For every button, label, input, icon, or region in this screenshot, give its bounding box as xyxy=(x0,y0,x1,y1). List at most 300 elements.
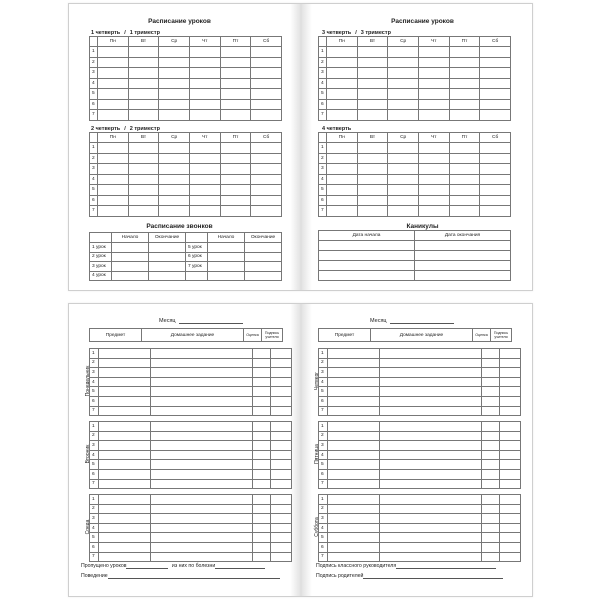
lesson-cell[interactable] xyxy=(128,89,159,100)
teacher-signature-cell[interactable] xyxy=(500,387,521,397)
lesson-cell[interactable] xyxy=(388,164,419,175)
lesson-cell[interactable] xyxy=(189,174,220,185)
teacher-signature-cell[interactable] xyxy=(271,431,292,441)
teacher-signature-cell[interactable] xyxy=(271,479,292,489)
grade-cell[interactable] xyxy=(253,406,271,416)
grade-cell[interactable] xyxy=(482,514,500,524)
subject-cell[interactable] xyxy=(328,533,380,543)
subject-cell[interactable] xyxy=(328,514,380,524)
lesson-cell[interactable] xyxy=(128,153,159,164)
teacher-signature-cell[interactable] xyxy=(500,441,521,451)
lesson-cell[interactable] xyxy=(449,206,480,217)
teacher-signature-cell[interactable] xyxy=(500,514,521,524)
grade-cell[interactable] xyxy=(482,533,500,543)
teacher-signature-cell[interactable] xyxy=(271,358,292,368)
lesson-cell[interactable] xyxy=(128,68,159,79)
grade-cell[interactable] xyxy=(253,441,271,451)
lesson-cell[interactable] xyxy=(357,195,388,206)
lesson-cell[interactable] xyxy=(98,78,129,89)
lesson-cell[interactable] xyxy=(357,99,388,110)
grade-cell[interactable] xyxy=(482,377,500,387)
lesson-cell[interactable] xyxy=(449,153,480,164)
lesson-cell[interactable] xyxy=(357,57,388,68)
homework-cell[interactable] xyxy=(380,358,482,368)
grade-cell[interactable] xyxy=(482,450,500,460)
homework-cell[interactable] xyxy=(151,542,253,552)
subject-cell[interactable] xyxy=(328,422,380,432)
subject-cell[interactable] xyxy=(328,358,380,368)
teacher-signature-cell[interactable] xyxy=(500,552,521,562)
lesson-cell[interactable] xyxy=(327,68,358,79)
lesson-cell[interactable] xyxy=(357,68,388,79)
lesson-cell[interactable] xyxy=(128,99,159,110)
lesson-cell[interactable] xyxy=(220,164,251,175)
lesson-cell[interactable] xyxy=(251,143,282,154)
homework-cell[interactable] xyxy=(151,387,253,397)
teacher-signature-cell[interactable] xyxy=(500,469,521,479)
teacher-signature-cell[interactable] xyxy=(500,460,521,470)
lesson-cell[interactable] xyxy=(128,206,159,217)
homework-cell[interactable] xyxy=(151,495,253,505)
lesson-cell[interactable] xyxy=(388,174,419,185)
homework-cell[interactable] xyxy=(151,450,253,460)
lesson-cell[interactable] xyxy=(357,110,388,121)
subject-cell[interactable] xyxy=(328,523,380,533)
teacher-signature-cell[interactable] xyxy=(500,377,521,387)
lesson-cell[interactable] xyxy=(449,174,480,185)
lesson-cell[interactable] xyxy=(418,99,449,110)
lesson-cell[interactable] xyxy=(98,206,129,217)
grade-cell[interactable] xyxy=(482,542,500,552)
lesson-cell[interactable] xyxy=(220,68,251,79)
lesson-cell[interactable] xyxy=(189,110,220,121)
lesson-cell[interactable] xyxy=(251,185,282,196)
lesson-cell[interactable] xyxy=(98,195,129,206)
lesson-cell[interactable] xyxy=(388,78,419,89)
subject-cell[interactable] xyxy=(99,377,151,387)
homework-cell[interactable] xyxy=(151,504,253,514)
lesson-cell[interactable] xyxy=(480,78,511,89)
subject-cell[interactable] xyxy=(99,469,151,479)
lesson-cell[interactable] xyxy=(418,164,449,175)
subject-cell[interactable] xyxy=(99,514,151,524)
lesson-cell[interactable] xyxy=(357,89,388,100)
subject-cell[interactable] xyxy=(99,542,151,552)
grade-cell[interactable] xyxy=(482,479,500,489)
grade-cell[interactable] xyxy=(253,422,271,432)
grade-cell[interactable] xyxy=(253,514,271,524)
end-time-cell[interactable] xyxy=(149,262,186,272)
subject-cell[interactable] xyxy=(99,387,151,397)
lesson-cell[interactable] xyxy=(480,68,511,79)
teacher-signature-cell[interactable] xyxy=(500,422,521,432)
start-date-cell[interactable] xyxy=(319,271,415,281)
homework-cell[interactable] xyxy=(380,377,482,387)
grade-cell[interactable] xyxy=(253,495,271,505)
grade-cell[interactable] xyxy=(482,406,500,416)
lesson-cell[interactable] xyxy=(327,57,358,68)
homework-cell[interactable] xyxy=(380,514,482,524)
subject-cell[interactable] xyxy=(328,406,380,416)
subject-cell[interactable] xyxy=(328,377,380,387)
lesson-cell[interactable] xyxy=(449,47,480,58)
homework-cell[interactable] xyxy=(151,358,253,368)
teacher-signature-cell[interactable] xyxy=(500,406,521,416)
lesson-cell[interactable] xyxy=(98,57,129,68)
lesson-cell[interactable] xyxy=(357,47,388,58)
homework-cell[interactable] xyxy=(380,479,482,489)
lesson-cell[interactable] xyxy=(327,206,358,217)
lesson-cell[interactable] xyxy=(220,206,251,217)
subject-cell[interactable] xyxy=(99,533,151,543)
lesson-cell[interactable] xyxy=(480,99,511,110)
lesson-cell[interactable] xyxy=(449,195,480,206)
lesson-cell[interactable] xyxy=(357,185,388,196)
homework-cell[interactable] xyxy=(380,504,482,514)
lesson-cell[interactable] xyxy=(388,47,419,58)
lesson-cell[interactable] xyxy=(159,47,190,58)
subject-cell[interactable] xyxy=(99,552,151,562)
subject-cell[interactable] xyxy=(99,349,151,359)
lesson-cell[interactable] xyxy=(128,164,159,175)
lesson-cell[interactable] xyxy=(189,78,220,89)
lesson-cell[interactable] xyxy=(159,99,190,110)
homework-cell[interactable] xyxy=(380,533,482,543)
lesson-cell[interactable] xyxy=(159,174,190,185)
lesson-cell[interactable] xyxy=(251,174,282,185)
subject-cell[interactable] xyxy=(328,495,380,505)
lesson-cell[interactable] xyxy=(98,153,129,164)
homework-cell[interactable] xyxy=(380,552,482,562)
subject-cell[interactable] xyxy=(99,479,151,489)
lesson-cell[interactable] xyxy=(388,57,419,68)
end-time-cell[interactable] xyxy=(149,271,186,281)
lesson-cell[interactable] xyxy=(189,206,220,217)
lesson-cell[interactable] xyxy=(159,164,190,175)
lesson-cell[interactable] xyxy=(220,174,251,185)
teacher-signature-cell[interactable] xyxy=(500,479,521,489)
end-date-cell[interactable] xyxy=(415,271,511,281)
lesson-cell[interactable] xyxy=(449,99,480,110)
lesson-cell[interactable] xyxy=(220,153,251,164)
grade-cell[interactable] xyxy=(482,422,500,432)
teacher-signature-cell[interactable] xyxy=(271,406,292,416)
grade-cell[interactable] xyxy=(482,387,500,397)
subject-cell[interactable] xyxy=(328,460,380,470)
lesson-cell[interactable] xyxy=(327,143,358,154)
lesson-cell[interactable] xyxy=(128,185,159,196)
grade-cell[interactable] xyxy=(482,431,500,441)
lesson-cell[interactable] xyxy=(220,195,251,206)
lesson-cell[interactable] xyxy=(251,206,282,217)
teacher-signature-cell[interactable] xyxy=(500,431,521,441)
subject-cell[interactable] xyxy=(99,368,151,378)
grade-cell[interactable] xyxy=(253,552,271,562)
lesson-cell[interactable] xyxy=(480,206,511,217)
grade-cell[interactable] xyxy=(253,349,271,359)
lesson-cell[interactable] xyxy=(357,78,388,89)
lesson-cell[interactable] xyxy=(220,99,251,110)
teacher-signature-cell[interactable] xyxy=(271,377,292,387)
lesson-cell[interactable] xyxy=(480,185,511,196)
lesson-cell[interactable] xyxy=(220,185,251,196)
subject-cell[interactable] xyxy=(328,396,380,406)
grade-cell[interactable] xyxy=(253,431,271,441)
homework-cell[interactable] xyxy=(380,542,482,552)
homework-cell[interactable] xyxy=(151,523,253,533)
lesson-cell[interactable] xyxy=(189,57,220,68)
homework-cell[interactable] xyxy=(151,431,253,441)
teacher-signature-cell[interactable] xyxy=(500,504,521,514)
teacher-signature-cell[interactable] xyxy=(500,358,521,368)
subject-cell[interactable] xyxy=(99,431,151,441)
subject-cell[interactable] xyxy=(328,368,380,378)
lesson-cell[interactable] xyxy=(251,47,282,58)
subject-cell[interactable] xyxy=(99,358,151,368)
lesson-cell[interactable] xyxy=(128,57,159,68)
lesson-cell[interactable] xyxy=(220,89,251,100)
teacher-signature-cell[interactable] xyxy=(271,504,292,514)
subject-cell[interactable] xyxy=(328,441,380,451)
lesson-cell[interactable] xyxy=(159,89,190,100)
grade-cell[interactable] xyxy=(482,460,500,470)
lesson-cell[interactable] xyxy=(357,153,388,164)
lesson-cell[interactable] xyxy=(388,110,419,121)
lesson-cell[interactable] xyxy=(418,89,449,100)
lesson-cell[interactable] xyxy=(189,68,220,79)
grade-cell[interactable] xyxy=(482,495,500,505)
teacher-signature-cell[interactable] xyxy=(271,441,292,451)
grade-cell[interactable] xyxy=(253,469,271,479)
homework-cell[interactable] xyxy=(151,368,253,378)
end-time-cell[interactable] xyxy=(149,252,186,262)
lesson-cell[interactable] xyxy=(480,195,511,206)
subject-cell[interactable] xyxy=(328,431,380,441)
grade-cell[interactable] xyxy=(482,349,500,359)
lesson-cell[interactable] xyxy=(327,47,358,58)
start-time-cell[interactable] xyxy=(112,243,149,253)
lesson-cell[interactable] xyxy=(418,57,449,68)
lesson-cell[interactable] xyxy=(159,195,190,206)
lesson-cell[interactable] xyxy=(251,195,282,206)
lesson-cell[interactable] xyxy=(480,174,511,185)
subject-cell[interactable] xyxy=(328,552,380,562)
lesson-cell[interactable] xyxy=(327,153,358,164)
lesson-cell[interactable] xyxy=(159,143,190,154)
lesson-cell[interactable] xyxy=(418,110,449,121)
grade-cell[interactable] xyxy=(482,552,500,562)
homework-cell[interactable] xyxy=(380,406,482,416)
lesson-cell[interactable] xyxy=(327,185,358,196)
lesson-cell[interactable] xyxy=(418,47,449,58)
lesson-cell[interactable] xyxy=(480,47,511,58)
start-time-cell[interactable] xyxy=(208,262,245,272)
subject-cell[interactable] xyxy=(328,479,380,489)
lesson-cell[interactable] xyxy=(449,89,480,100)
lesson-cell[interactable] xyxy=(251,78,282,89)
lesson-cell[interactable] xyxy=(128,195,159,206)
grade-cell[interactable] xyxy=(253,377,271,387)
end-date-cell[interactable] xyxy=(415,241,511,251)
lesson-cell[interactable] xyxy=(98,164,129,175)
teacher-signature-cell[interactable] xyxy=(271,533,292,543)
lesson-cell[interactable] xyxy=(357,206,388,217)
teacher-signature-cell[interactable] xyxy=(271,396,292,406)
lesson-cell[interactable] xyxy=(251,110,282,121)
homework-cell[interactable] xyxy=(380,450,482,460)
lesson-cell[interactable] xyxy=(251,153,282,164)
lesson-cell[interactable] xyxy=(251,68,282,79)
lesson-cell[interactable] xyxy=(128,110,159,121)
grade-cell[interactable] xyxy=(253,450,271,460)
homework-cell[interactable] xyxy=(380,460,482,470)
homework-cell[interactable] xyxy=(380,349,482,359)
lesson-cell[interactable] xyxy=(388,185,419,196)
lesson-cell[interactable] xyxy=(220,47,251,58)
lesson-cell[interactable] xyxy=(159,78,190,89)
teacher-signature-cell[interactable] xyxy=(271,368,292,378)
subject-cell[interactable] xyxy=(99,504,151,514)
lesson-cell[interactable] xyxy=(159,206,190,217)
homework-cell[interactable] xyxy=(380,469,482,479)
teacher-signature-cell[interactable] xyxy=(500,368,521,378)
lesson-cell[interactable] xyxy=(418,174,449,185)
lesson-cell[interactable] xyxy=(480,164,511,175)
lesson-cell[interactable] xyxy=(388,99,419,110)
teacher-signature-cell[interactable] xyxy=(500,450,521,460)
end-time-cell[interactable] xyxy=(245,271,282,281)
homework-cell[interactable] xyxy=(151,422,253,432)
grade-cell[interactable] xyxy=(253,523,271,533)
lesson-cell[interactable] xyxy=(449,185,480,196)
start-time-cell[interactable] xyxy=(112,271,149,281)
end-time-cell[interactable] xyxy=(149,243,186,253)
lesson-cell[interactable] xyxy=(189,164,220,175)
lesson-cell[interactable] xyxy=(327,110,358,121)
lesson-cell[interactable] xyxy=(480,89,511,100)
start-time-cell[interactable] xyxy=(112,252,149,262)
teacher-signature-cell[interactable] xyxy=(500,349,521,359)
lesson-cell[interactable] xyxy=(251,89,282,100)
end-date-cell[interactable] xyxy=(415,251,511,261)
lesson-cell[interactable] xyxy=(98,89,129,100)
homework-cell[interactable] xyxy=(380,368,482,378)
homework-cell[interactable] xyxy=(151,552,253,562)
grade-cell[interactable] xyxy=(253,542,271,552)
lesson-cell[interactable] xyxy=(327,174,358,185)
teacher-signature-cell[interactable] xyxy=(500,542,521,552)
lesson-cell[interactable] xyxy=(449,164,480,175)
homework-cell[interactable] xyxy=(380,396,482,406)
subject-cell[interactable] xyxy=(99,422,151,432)
lesson-cell[interactable] xyxy=(251,164,282,175)
subject-cell[interactable] xyxy=(328,450,380,460)
lesson-cell[interactable] xyxy=(449,68,480,79)
end-time-cell[interactable] xyxy=(245,243,282,253)
grade-cell[interactable] xyxy=(482,396,500,406)
end-time-cell[interactable] xyxy=(245,262,282,272)
start-date-cell[interactable] xyxy=(319,241,415,251)
lesson-cell[interactable] xyxy=(189,153,220,164)
lesson-cell[interactable] xyxy=(98,99,129,110)
lesson-cell[interactable] xyxy=(189,47,220,58)
lesson-cell[interactable] xyxy=(388,153,419,164)
lesson-cell[interactable] xyxy=(449,143,480,154)
lesson-cell[interactable] xyxy=(159,153,190,164)
lesson-cell[interactable] xyxy=(220,110,251,121)
lesson-cell[interactable] xyxy=(357,143,388,154)
homework-cell[interactable] xyxy=(380,441,482,451)
lesson-cell[interactable] xyxy=(449,78,480,89)
lesson-cell[interactable] xyxy=(128,174,159,185)
teacher-signature-cell[interactable] xyxy=(271,542,292,552)
lesson-cell[interactable] xyxy=(480,57,511,68)
homework-cell[interactable] xyxy=(151,533,253,543)
grade-cell[interactable] xyxy=(253,396,271,406)
lesson-cell[interactable] xyxy=(98,47,129,58)
homework-cell[interactable] xyxy=(151,406,253,416)
lesson-cell[interactable] xyxy=(189,89,220,100)
teacher-signature-cell[interactable] xyxy=(271,387,292,397)
grade-cell[interactable] xyxy=(253,387,271,397)
subject-cell[interactable] xyxy=(328,542,380,552)
lesson-cell[interactable] xyxy=(98,143,129,154)
lesson-cell[interactable] xyxy=(98,110,129,121)
teacher-signature-cell[interactable] xyxy=(271,460,292,470)
start-time-cell[interactable] xyxy=(208,243,245,253)
start-time-cell[interactable] xyxy=(208,271,245,281)
homework-cell[interactable] xyxy=(151,396,253,406)
homework-cell[interactable] xyxy=(380,387,482,397)
homework-cell[interactable] xyxy=(380,431,482,441)
subject-cell[interactable] xyxy=(99,396,151,406)
lesson-cell[interactable] xyxy=(388,206,419,217)
lesson-cell[interactable] xyxy=(388,143,419,154)
lesson-cell[interactable] xyxy=(327,78,358,89)
grade-cell[interactable] xyxy=(482,469,500,479)
subject-cell[interactable] xyxy=(328,469,380,479)
lesson-cell[interactable] xyxy=(388,89,419,100)
grade-cell[interactable] xyxy=(253,358,271,368)
teacher-signature-cell[interactable] xyxy=(271,349,292,359)
subject-cell[interactable] xyxy=(99,450,151,460)
subject-cell[interactable] xyxy=(99,495,151,505)
lesson-cell[interactable] xyxy=(327,164,358,175)
teacher-signature-cell[interactable] xyxy=(500,523,521,533)
teacher-signature-cell[interactable] xyxy=(271,552,292,562)
homework-cell[interactable] xyxy=(380,422,482,432)
lesson-cell[interactable] xyxy=(449,57,480,68)
lesson-cell[interactable] xyxy=(128,47,159,58)
grade-cell[interactable] xyxy=(253,504,271,514)
homework-cell[interactable] xyxy=(151,377,253,387)
subject-cell[interactable] xyxy=(99,523,151,533)
lesson-cell[interactable] xyxy=(189,143,220,154)
grade-cell[interactable] xyxy=(253,368,271,378)
homework-cell[interactable] xyxy=(380,495,482,505)
lesson-cell[interactable] xyxy=(418,143,449,154)
teacher-signature-cell[interactable] xyxy=(271,523,292,533)
lesson-cell[interactable] xyxy=(480,143,511,154)
lesson-cell[interactable] xyxy=(418,206,449,217)
lesson-cell[interactable] xyxy=(418,195,449,206)
lesson-cell[interactable] xyxy=(388,195,419,206)
lesson-cell[interactable] xyxy=(327,89,358,100)
lesson-cell[interactable] xyxy=(418,185,449,196)
grade-cell[interactable] xyxy=(253,460,271,470)
lesson-cell[interactable] xyxy=(220,78,251,89)
lesson-cell[interactable] xyxy=(98,68,129,79)
